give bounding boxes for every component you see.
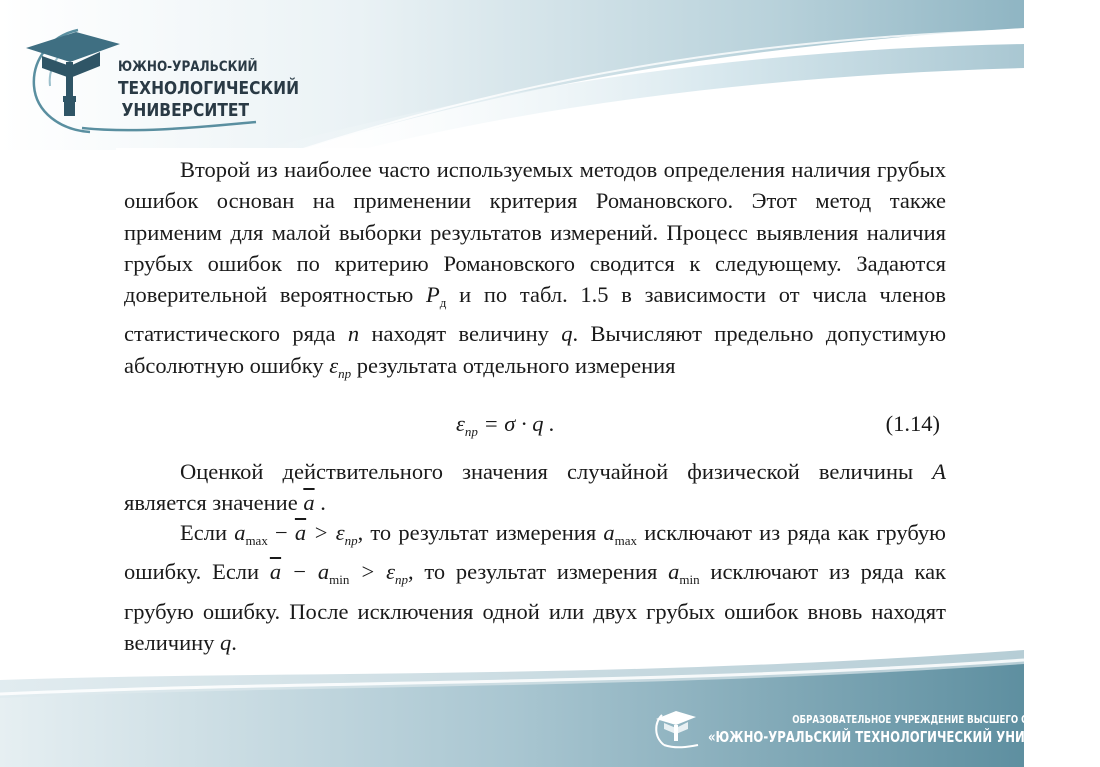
symbol-epsilon: ε <box>456 411 465 436</box>
symbol-sub: min <box>679 572 700 588</box>
footer-institution-name <box>708 713 1100 747</box>
paragraph-exclusion-rule <box>124 517 946 658</box>
text-run: Если <box>180 520 235 545</box>
text-run: Оценкой действительного значения случайной физической величины <box>180 459 933 484</box>
symbol-a-mean: $\overline{a}$ <box>294 520 307 545</box>
symbol-a: − a <box>281 559 330 585</box>
symbol-a-mean: $\overline{a}$ <box>303 490 315 516</box>
symbol-sub: пр <box>394 572 408 588</box>
text-run: результата отдельного измерения <box>351 352 676 378</box>
symbol-sub: д <box>439 295 447 311</box>
symbol-gt-epsilon: > ε <box>349 559 395 585</box>
text-run: . <box>231 629 237 655</box>
paragraph-true-value <box>124 456 946 519</box>
symbol-q: q <box>220 629 232 655</box>
symbol-gt-epsilon: > ε <box>306 520 345 545</box>
text-block <box>116 148 946 653</box>
text-run: , то результат измерения <box>357 520 604 545</box>
text-run: исключают из ряда как грубую ошибку. После исключения одной или двух грубых ошибок вновь находят величину <box>124 559 946 655</box>
symbol-sub: max <box>245 533 268 548</box>
symbol-a: a <box>668 559 680 585</box>
equation-number: (1.14) <box>885 411 940 436</box>
text-run: . Вычисляют предельно допустимую абсолютную ошибку <box>124 321 946 378</box>
symbol-a: a <box>234 520 246 545</box>
footer-graduation-cap-icon <box>652 705 700 749</box>
symbol-sub: пр <box>338 365 352 381</box>
text-run: Второй из наиболее часто используемых методов определения наличия грубых ошибок основан на применении критерия Романовского. Этот метод также применим для малой выборки результатов измерений. Процесс выявления наличия грубых ошибок по критерию Романовского сводится к следующему. Задаются доверительной вероятностью <box>124 157 946 308</box>
text-run: − <box>267 520 295 545</box>
symbol-sub: max <box>614 533 638 548</box>
symbol-sub: пр <box>464 424 478 439</box>
text-run: является значение <box>124 490 304 516</box>
logo-line-3: УНИВЕРСИТЕТ <box>121 100 250 121</box>
symbol-n: n <box>347 321 360 347</box>
symbol-a-capital: A <box>932 459 946 484</box>
symbol-epsilon: ε <box>329 352 339 378</box>
footer-line-2: «ЮЖНО-УРАЛЬСКИЙ ТЕХНОЛОГИЧЕСКИЙ УНИВЕРСИТЕТ» <box>708 728 1100 746</box>
paragraph-romanovsky-criterion <box>124 154 946 389</box>
text-run: . <box>314 490 326 516</box>
symbol-q: q <box>561 321 573 347</box>
logo-line-1: ЮЖНО-УРАЛЬСКИЙ <box>118 59 258 75</box>
symbol-sub: min <box>329 572 350 588</box>
text-run: находят величину <box>359 321 562 347</box>
text-run: исключают из ряда как грубую ошибку. Если <box>124 520 946 585</box>
footer-line-1: ОБРАЗОВАТЕЛЬНОЕ УЧРЕЖДЕНИЕ ВЫСШЕГО ОБРАЗОВАНИЯ <box>792 713 1096 726</box>
symbol-p: P <box>426 282 440 308</box>
symbol-a-mean: $\overline{a}$ <box>269 559 282 585</box>
text-run: и по табл. 1.5 в зависимости от числа членов статистического ряда <box>124 282 946 347</box>
text-run: , то результат измерения <box>407 559 669 585</box>
formula-rhs: = σ · q . <box>477 411 555 436</box>
formula-1-14 <box>456 411 555 440</box>
footer-background <box>0 650 1024 767</box>
symbol-a: a <box>603 520 615 545</box>
symbol-sub: пр <box>344 533 358 548</box>
formula-row <box>116 411 946 445</box>
logo-line-2: ТЕХНОЛОГИЧЕСКИЙ <box>118 78 300 99</box>
university-name <box>118 56 299 122</box>
